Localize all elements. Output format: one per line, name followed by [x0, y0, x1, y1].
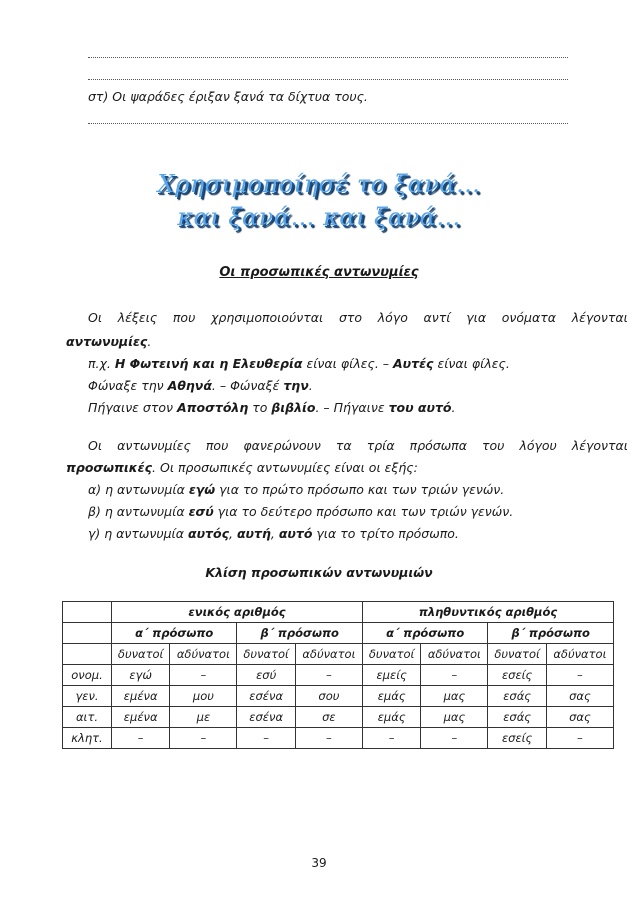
definition-word: που — [205, 438, 229, 453]
person-header-row — [63, 623, 614, 644]
table-cell: – — [421, 728, 488, 749]
item-text: β) η αντωνυμία — [88, 504, 189, 519]
item-text: για το δεύτερο πρόσωπο και των τριών γενών. — [213, 504, 514, 519]
table-cell: εμάς — [362, 686, 420, 707]
answer-line — [88, 122, 568, 124]
item-text: για το πρώτο πρόσωπο και των τριών γενών. — [215, 482, 505, 497]
plural-header: πληθυντικός αριθμός — [362, 602, 613, 623]
section-title-line-2: και ξανά… και ξανά… — [177, 203, 461, 231]
form-header: δυνατοί — [237, 644, 295, 665]
table-cell: εμάς — [362, 707, 420, 728]
definition-word: λέξεις — [117, 310, 158, 325]
table-cell: εμείς — [362, 665, 420, 686]
table-row — [63, 686, 614, 707]
form-header: δυνατοί — [362, 644, 420, 665]
form-header: αδύνατοι — [170, 644, 237, 665]
form-header: αδύνατοι — [295, 644, 362, 665]
table-cell: μας — [421, 686, 488, 707]
definition-line — [88, 310, 628, 325]
definition-word: ονόματα — [501, 310, 557, 325]
example-pronoun: του αυτό — [388, 400, 452, 415]
case-label: γεν. — [63, 686, 112, 707]
table-cell: εσένα — [237, 707, 295, 728]
table-cell: μας — [421, 707, 488, 728]
example-text: το — [248, 400, 272, 415]
example-pronoun: Αυτές — [393, 356, 434, 371]
definition-term: αντωνυμίες — [66, 334, 148, 349]
person-header: β΄ πρόσωπο — [237, 623, 362, 644]
example-text: Πήγαινε στον — [88, 400, 177, 415]
item-text: , — [270, 526, 279, 541]
case-label: αιτ. — [63, 707, 112, 728]
table-row — [63, 707, 614, 728]
case-label: κλητ. — [63, 728, 112, 749]
form-header: αδύνατοι — [421, 644, 488, 665]
definition-word: αντί — [423, 310, 451, 325]
definition-word: που — [172, 310, 196, 325]
table-cell: σου — [295, 686, 362, 707]
item-text: α) η αντωνυμία — [88, 482, 189, 497]
exercise-item: στ) Οι ψαράδες έριξαν ξανά τα δίχτυα τους. — [88, 89, 368, 104]
pronoun-word: εσύ — [188, 504, 214, 519]
lesson-heading: Οι προσωπικές αντωνυμίες — [219, 265, 419, 280]
definition-word: Οι — [88, 438, 103, 453]
example-pronoun: την — [283, 378, 309, 393]
example-text: . – Πήγαινε — [315, 400, 389, 415]
table-cell: εσάς — [488, 707, 546, 728]
table-cell: – — [170, 665, 237, 686]
definition-word: του — [481, 438, 505, 453]
table-cell: σας — [546, 686, 613, 707]
definition-word: χρησιμοποιούνται — [211, 310, 324, 325]
page-number: 39 — [311, 856, 327, 870]
definition-paragraph-2 — [88, 438, 628, 453]
table-cell: – — [170, 728, 237, 749]
definition-word: λέγονται — [571, 438, 628, 453]
example-noun: Η Φωτεινή και η Ελευθερία — [114, 356, 303, 371]
empty-cell — [63, 644, 112, 665]
definition-word: τρία — [366, 438, 395, 453]
definition-word: στο — [338, 310, 363, 325]
example-text: . – Φώναξέ — [211, 378, 284, 393]
definition-word: πρόσωπα — [409, 438, 467, 453]
person-header: α΄ πρόσωπο — [362, 623, 487, 644]
definition-word: για — [466, 310, 487, 325]
definition-word: λέγονται — [571, 310, 628, 325]
empty-cell — [63, 623, 112, 644]
table-row — [63, 665, 614, 686]
table-cell: εσείς — [488, 728, 546, 749]
answer-line — [88, 56, 568, 58]
form-header: δυνατοί — [112, 644, 170, 665]
example-text: . — [451, 400, 456, 415]
table-cell: εμένα — [112, 707, 170, 728]
table-cell: εσένα — [237, 686, 295, 707]
example-text: είναι φίλες. — [433, 356, 510, 371]
definition-term: προσωπικές — [66, 460, 153, 475]
table-cell: – — [295, 665, 362, 686]
person-header: α΄ πρόσωπο — [112, 623, 237, 644]
example-text: είναι φίλες. – — [302, 356, 393, 371]
table-title: Κλίση προσωπικών αντωνυμιών — [205, 565, 433, 580]
table-cell: εσείς — [488, 665, 546, 686]
pronoun-item-c — [88, 526, 459, 541]
pronoun-word: αυτός — [187, 526, 229, 541]
example-line-1 — [88, 356, 510, 371]
table-cell: εσάς — [488, 686, 546, 707]
definition-word: Οι — [88, 310, 103, 325]
item-text: γ) η αντωνυμία — [88, 526, 188, 541]
definition-term-line — [66, 460, 418, 475]
example-line-2 — [88, 378, 313, 393]
example-text: π.χ. — [88, 356, 115, 371]
definition-word: τα — [335, 438, 352, 453]
table-cell: μου — [170, 686, 237, 707]
case-label: ονομ. — [63, 665, 112, 686]
person-header: β΄ πρόσωπο — [488, 623, 614, 644]
table-cell: – — [546, 665, 613, 686]
table-cell: – — [546, 728, 613, 749]
punctuation: . — [147, 334, 152, 349]
definition-paragraph-1 — [88, 310, 628, 325]
example-noun: βιβλίο — [271, 400, 316, 415]
pronoun-item-b — [88, 504, 513, 519]
singular-header: ενικός αριθμός — [112, 602, 363, 623]
table-cell: – — [362, 728, 420, 749]
definition-text: . Οι προσωπικές αντωνυμίες είναι οι εξής: — [152, 460, 418, 475]
section-title-line-1: Χρησιμοποίησέ το ξανά… — [157, 170, 481, 198]
answer-line — [88, 78, 568, 80]
definition-word: λόγου — [519, 438, 557, 453]
form-header: δυνατοί — [488, 644, 546, 665]
example-text: Φώναξε την — [88, 378, 168, 393]
definition-word: λόγο — [377, 310, 408, 325]
definition-word: φανερώνουν — [243, 438, 321, 453]
table-cell: σε — [295, 707, 362, 728]
example-noun: Αποστόλη — [176, 400, 249, 415]
table-row — [63, 728, 614, 749]
table-cell: εμένα — [112, 686, 170, 707]
empty-cell — [63, 602, 112, 623]
pronoun-word: αυτή — [236, 526, 271, 541]
form-header-row — [63, 644, 614, 665]
number-header-row — [63, 602, 614, 623]
item-text: , — [229, 526, 237, 541]
example-noun: Αθηνά — [167, 378, 212, 393]
table-cell: εγώ — [112, 665, 170, 686]
pronoun-word: αυτό — [278, 526, 313, 541]
table-cell: – — [112, 728, 170, 749]
table-cell: – — [421, 665, 488, 686]
example-text: . — [308, 378, 313, 393]
pronoun-item-a — [88, 482, 504, 497]
definition-line — [88, 438, 628, 453]
example-line-3 — [88, 400, 456, 415]
definition-word: αντωνυμίες — [117, 438, 191, 453]
table-cell: με — [170, 707, 237, 728]
declension-table — [62, 601, 614, 749]
table-cell: – — [295, 728, 362, 749]
form-header: αδύνατοι — [546, 644, 613, 665]
pronoun-word: εγώ — [188, 482, 216, 497]
definition-term-line — [66, 334, 151, 349]
item-text: για το τρίτο πρόσωπο. — [312, 526, 459, 541]
table-cell: εσύ — [237, 665, 295, 686]
table-cell: – — [237, 728, 295, 749]
table-cell: σας — [546, 707, 613, 728]
